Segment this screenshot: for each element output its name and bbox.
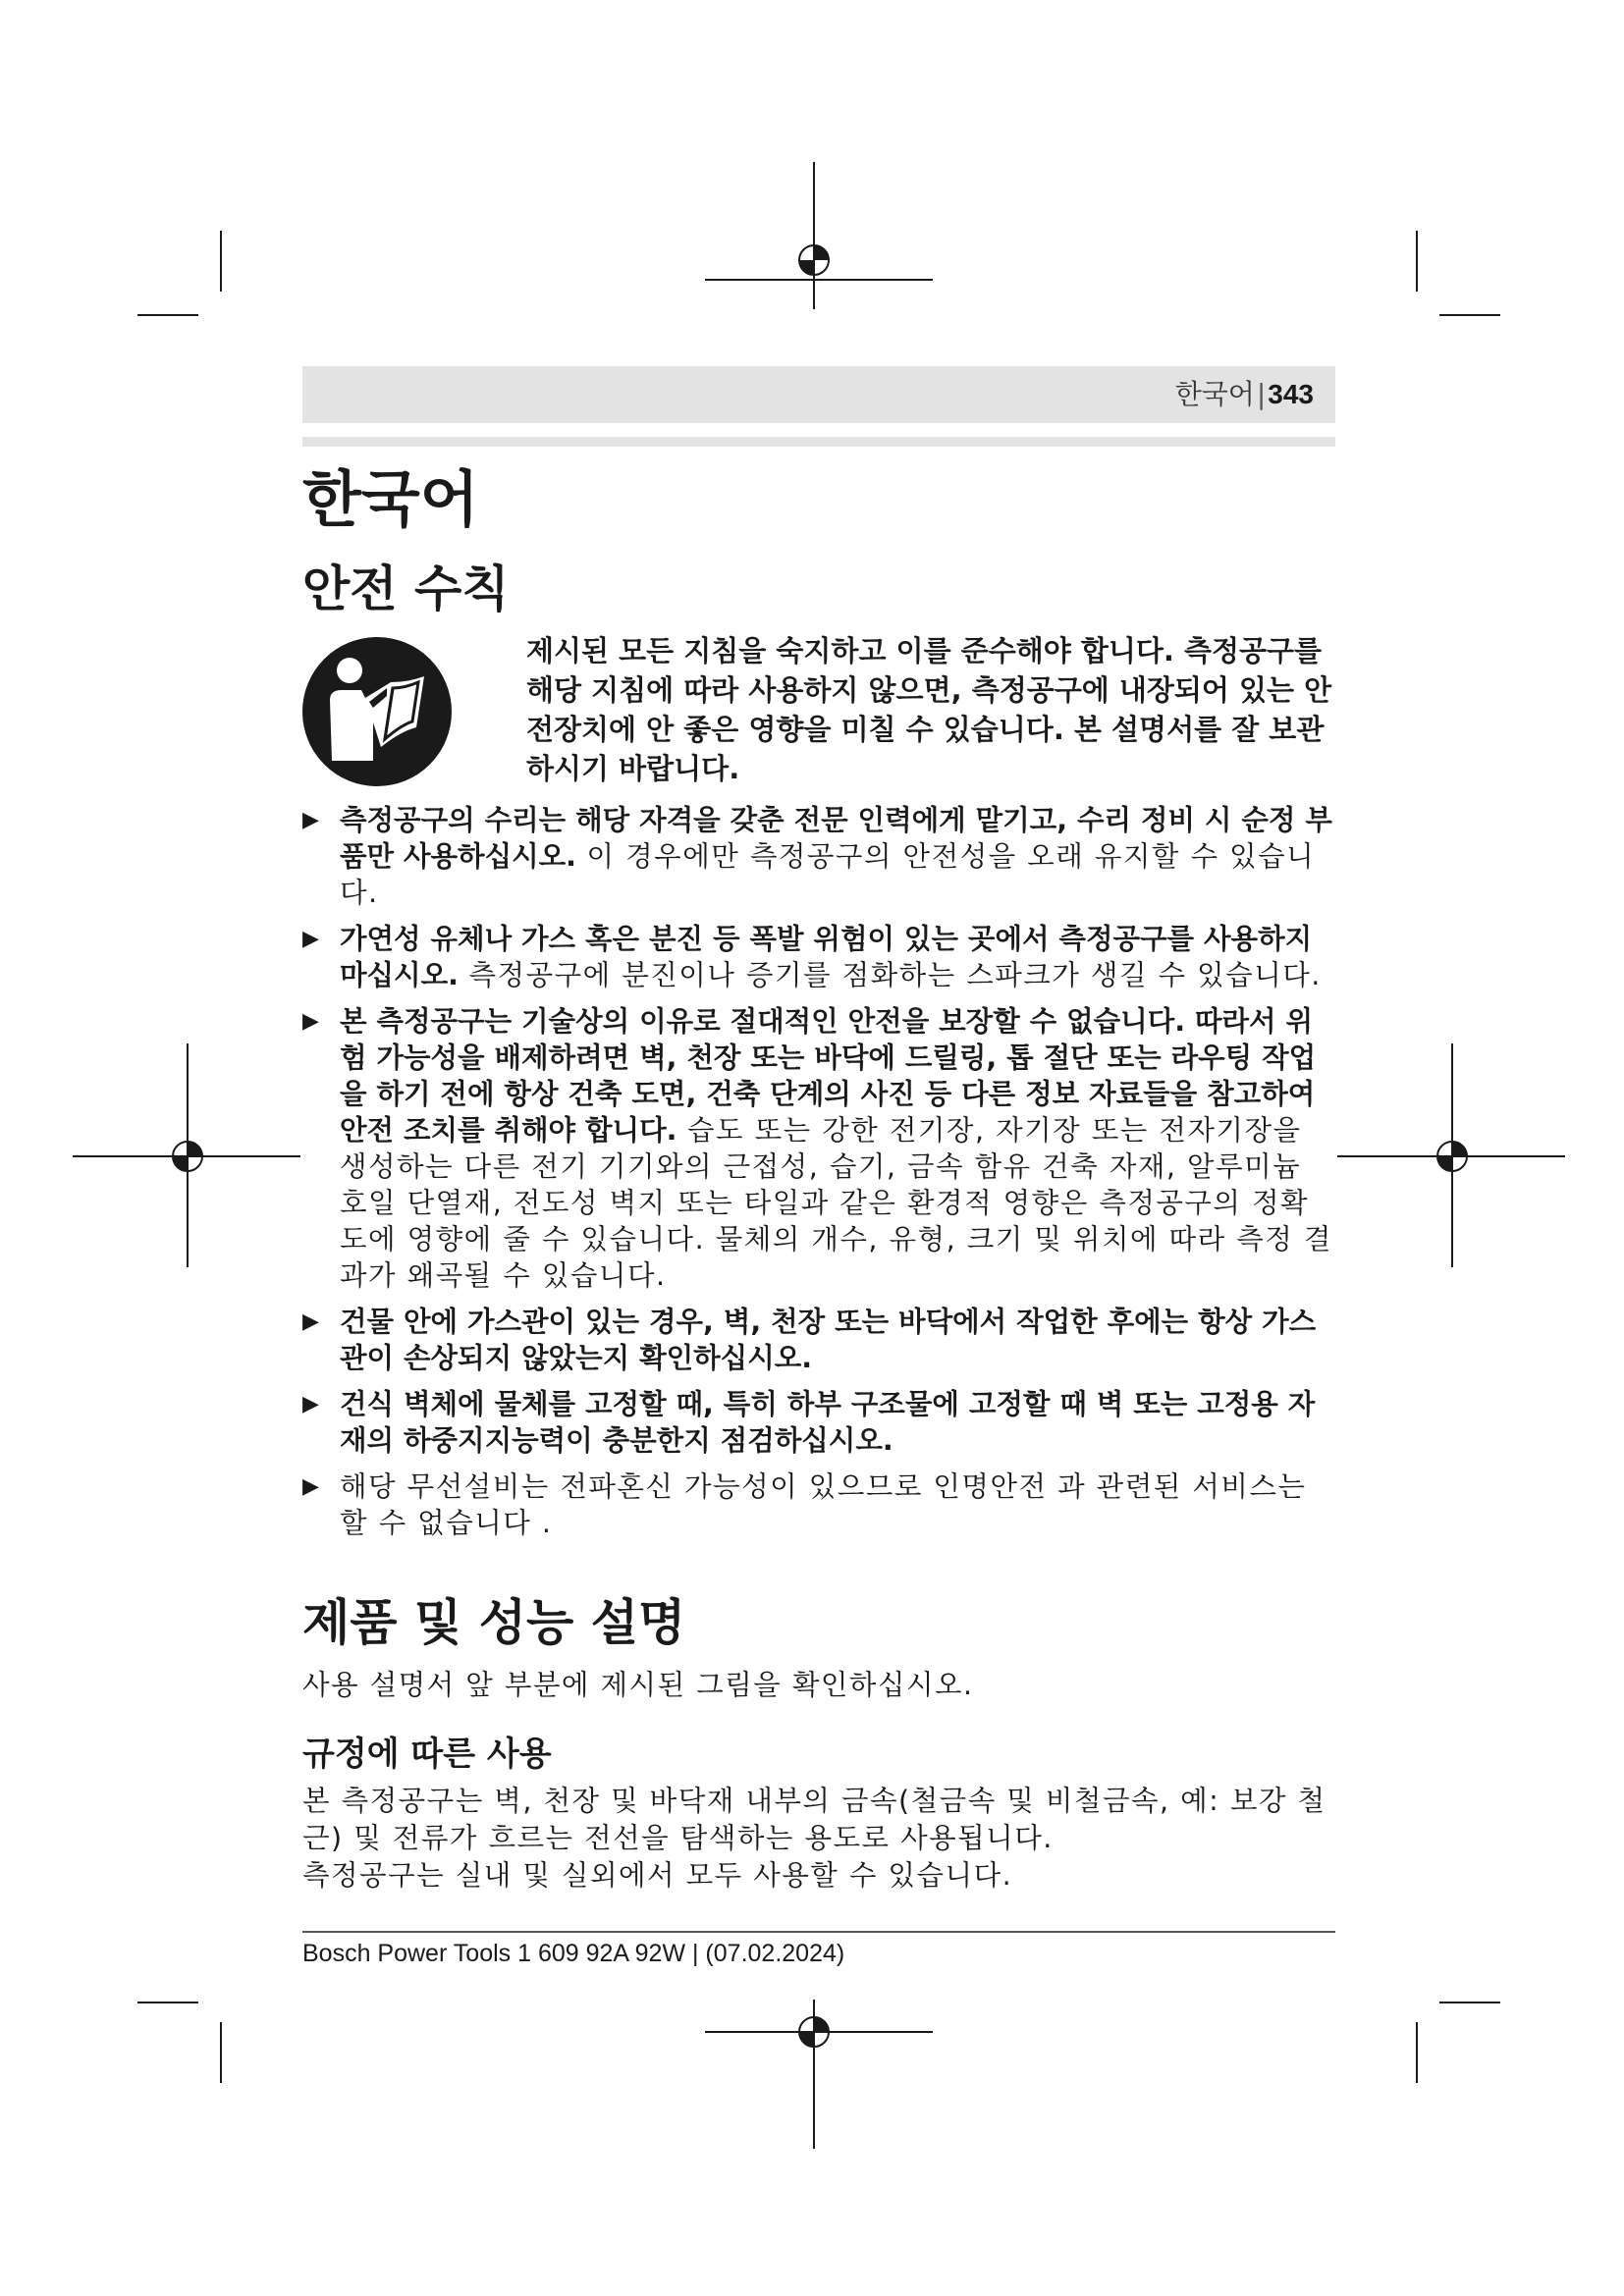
intended-use-heading: 규정에 따른 사용 xyxy=(302,1735,552,1774)
warning-text: 이 경우에만 측정공구의 안전성을 오래 유지할 수 있습니다. xyxy=(340,840,1316,909)
warning-bold-text: 건물 안에 가스관이 있는 경우, 벽, 천장 또는 바닥에서 작업한 후에는 항상 가스관이 손상되지 않았는지 확인하십시오. xyxy=(340,1306,1317,1374)
warning-text: 측정공구에 분진이나 증기를 점화하는 스파크가 생길 수 있습니다. xyxy=(458,959,1322,991)
bullet-arrow-icon: ▶ xyxy=(302,808,319,832)
warning-item xyxy=(302,1468,1335,1541)
intended-use-paragraph: 측정공구는 실내 및 실외에서 모두 사용할 수 있습니다. xyxy=(302,1859,1013,1892)
safety-heading: 안전 수칙 xyxy=(302,561,510,617)
registration-mark-icon xyxy=(797,2015,831,2049)
warning-item xyxy=(302,802,1335,911)
safety-warnings-list xyxy=(302,802,1335,1541)
bullet-arrow-icon: ▶ xyxy=(302,927,319,951)
bullet-arrow-icon: ▶ xyxy=(302,1392,319,1416)
safety-intro xyxy=(302,631,1335,788)
warning-bold-text: 본 측정공구는 기술상의 이유로 절대적인 안전을 보장할 수 없습니다. 따라서 위험 가능성을 배제하려면 벽, 천장 또는 바닥에 드릴링, 톱 절단 또는 라우팅 작업을 하기 전에 항상 건축 도면, 건축 단계의 사진 등 다른 정보 자료들을 참고하여 안전 조치를 취해야 합니다. xyxy=(340,1005,1317,1147)
page-number: 343 xyxy=(1268,379,1314,409)
product-body-text: 사용 설명서 앞 부분에 제시된 그림을 확인하십시오. xyxy=(302,1669,974,1701)
footer-rule xyxy=(302,1931,1335,1933)
warning-item xyxy=(302,1386,1335,1459)
read-manual-icon xyxy=(302,637,452,786)
warning-item xyxy=(302,921,1335,993)
warning-item xyxy=(302,1003,1335,1294)
registration-mark-icon xyxy=(1435,1140,1469,1173)
language-title: 한국어 xyxy=(302,463,479,535)
warning-text: 해당 무선설비는 전파혼신 가능성이 있으므로 인명안전 과 관련된 서비스는 할 수 없습니다 . xyxy=(340,1470,1307,1539)
registration-mark-icon xyxy=(171,1140,204,1173)
warning-text: 습도 또는 강한 전기장, 자기장 또는 전자기장을 생성하는 다른 전기 기기와의 근접성, 습기, 금속 함유 건축 자재, 알루미늄 호일 단열재, 전도성 벽지 또는 타일과 같은 환경적 영향은 측정공구의 정확도에 영향에 줄 수 있습니다. 물체의 개수, 유형, 크기 및 위치에 따라 측정 결과가 왜곡될 수 있습니다. xyxy=(340,1114,1332,1292)
warning-bold-text: 건식 벽체에 물체를 고정할 때, 특히 하부 구조물에 고정할 때 벽 또는 고정용 자재의 하중지지능력이 충분한지 점검하십시오. xyxy=(340,1388,1316,1457)
registration-mark-icon xyxy=(797,243,831,277)
bullet-arrow-icon: ▶ xyxy=(302,1309,319,1334)
header-rule xyxy=(302,437,1335,447)
warning-bold-text: 측정공구의 수리는 해당 자격을 갖춘 전문 인력에게 맡기고, 수리 정비 시 순정 부품만 사용하십시오. xyxy=(340,804,1332,873)
safety-intro-text: 제시된 모든 지침을 숙지하고 이를 준수해야 합니다. 측정공구를 해당 지침에 따라 사용하지 않으면, 측정공구에 내장되어 있는 안전장치에 안 좋은 영향을 미칠 수 있습니다. 본 설명서를 잘 보관하시기 바랍니다. xyxy=(526,634,1332,785)
bullet-arrow-icon: ▶ xyxy=(302,1009,319,1034)
warning-bold-text: 가연성 유체나 가스 혹은 분진 등 폭발 위험이 있는 곳에서 측정공구를 사용하지 마십시오. xyxy=(340,923,1313,991)
page-content xyxy=(302,366,1335,1895)
page-footer: Bosch Power Tools 1 609 92A 92W | (07.02.2024) xyxy=(302,1940,845,1967)
header-section: 한국어 xyxy=(1174,378,1255,410)
header-separator: | xyxy=(1256,378,1267,410)
bullet-arrow-icon: ▶ xyxy=(302,1474,319,1499)
warning-item xyxy=(302,1304,1335,1376)
product-heading: 제품 및 성능 설명 xyxy=(302,1594,686,1651)
running-head xyxy=(1175,379,1314,410)
page-header xyxy=(302,366,1335,423)
intended-use-paragraph: 본 측정공구는 벽, 천장 및 바닥재 내부의 금속(철금속 및 비철금속, 예: 보강 철근) 및 전류가 흐르는 전선을 탐색하는 용도로 사용됩니다. xyxy=(302,1785,1326,1854)
